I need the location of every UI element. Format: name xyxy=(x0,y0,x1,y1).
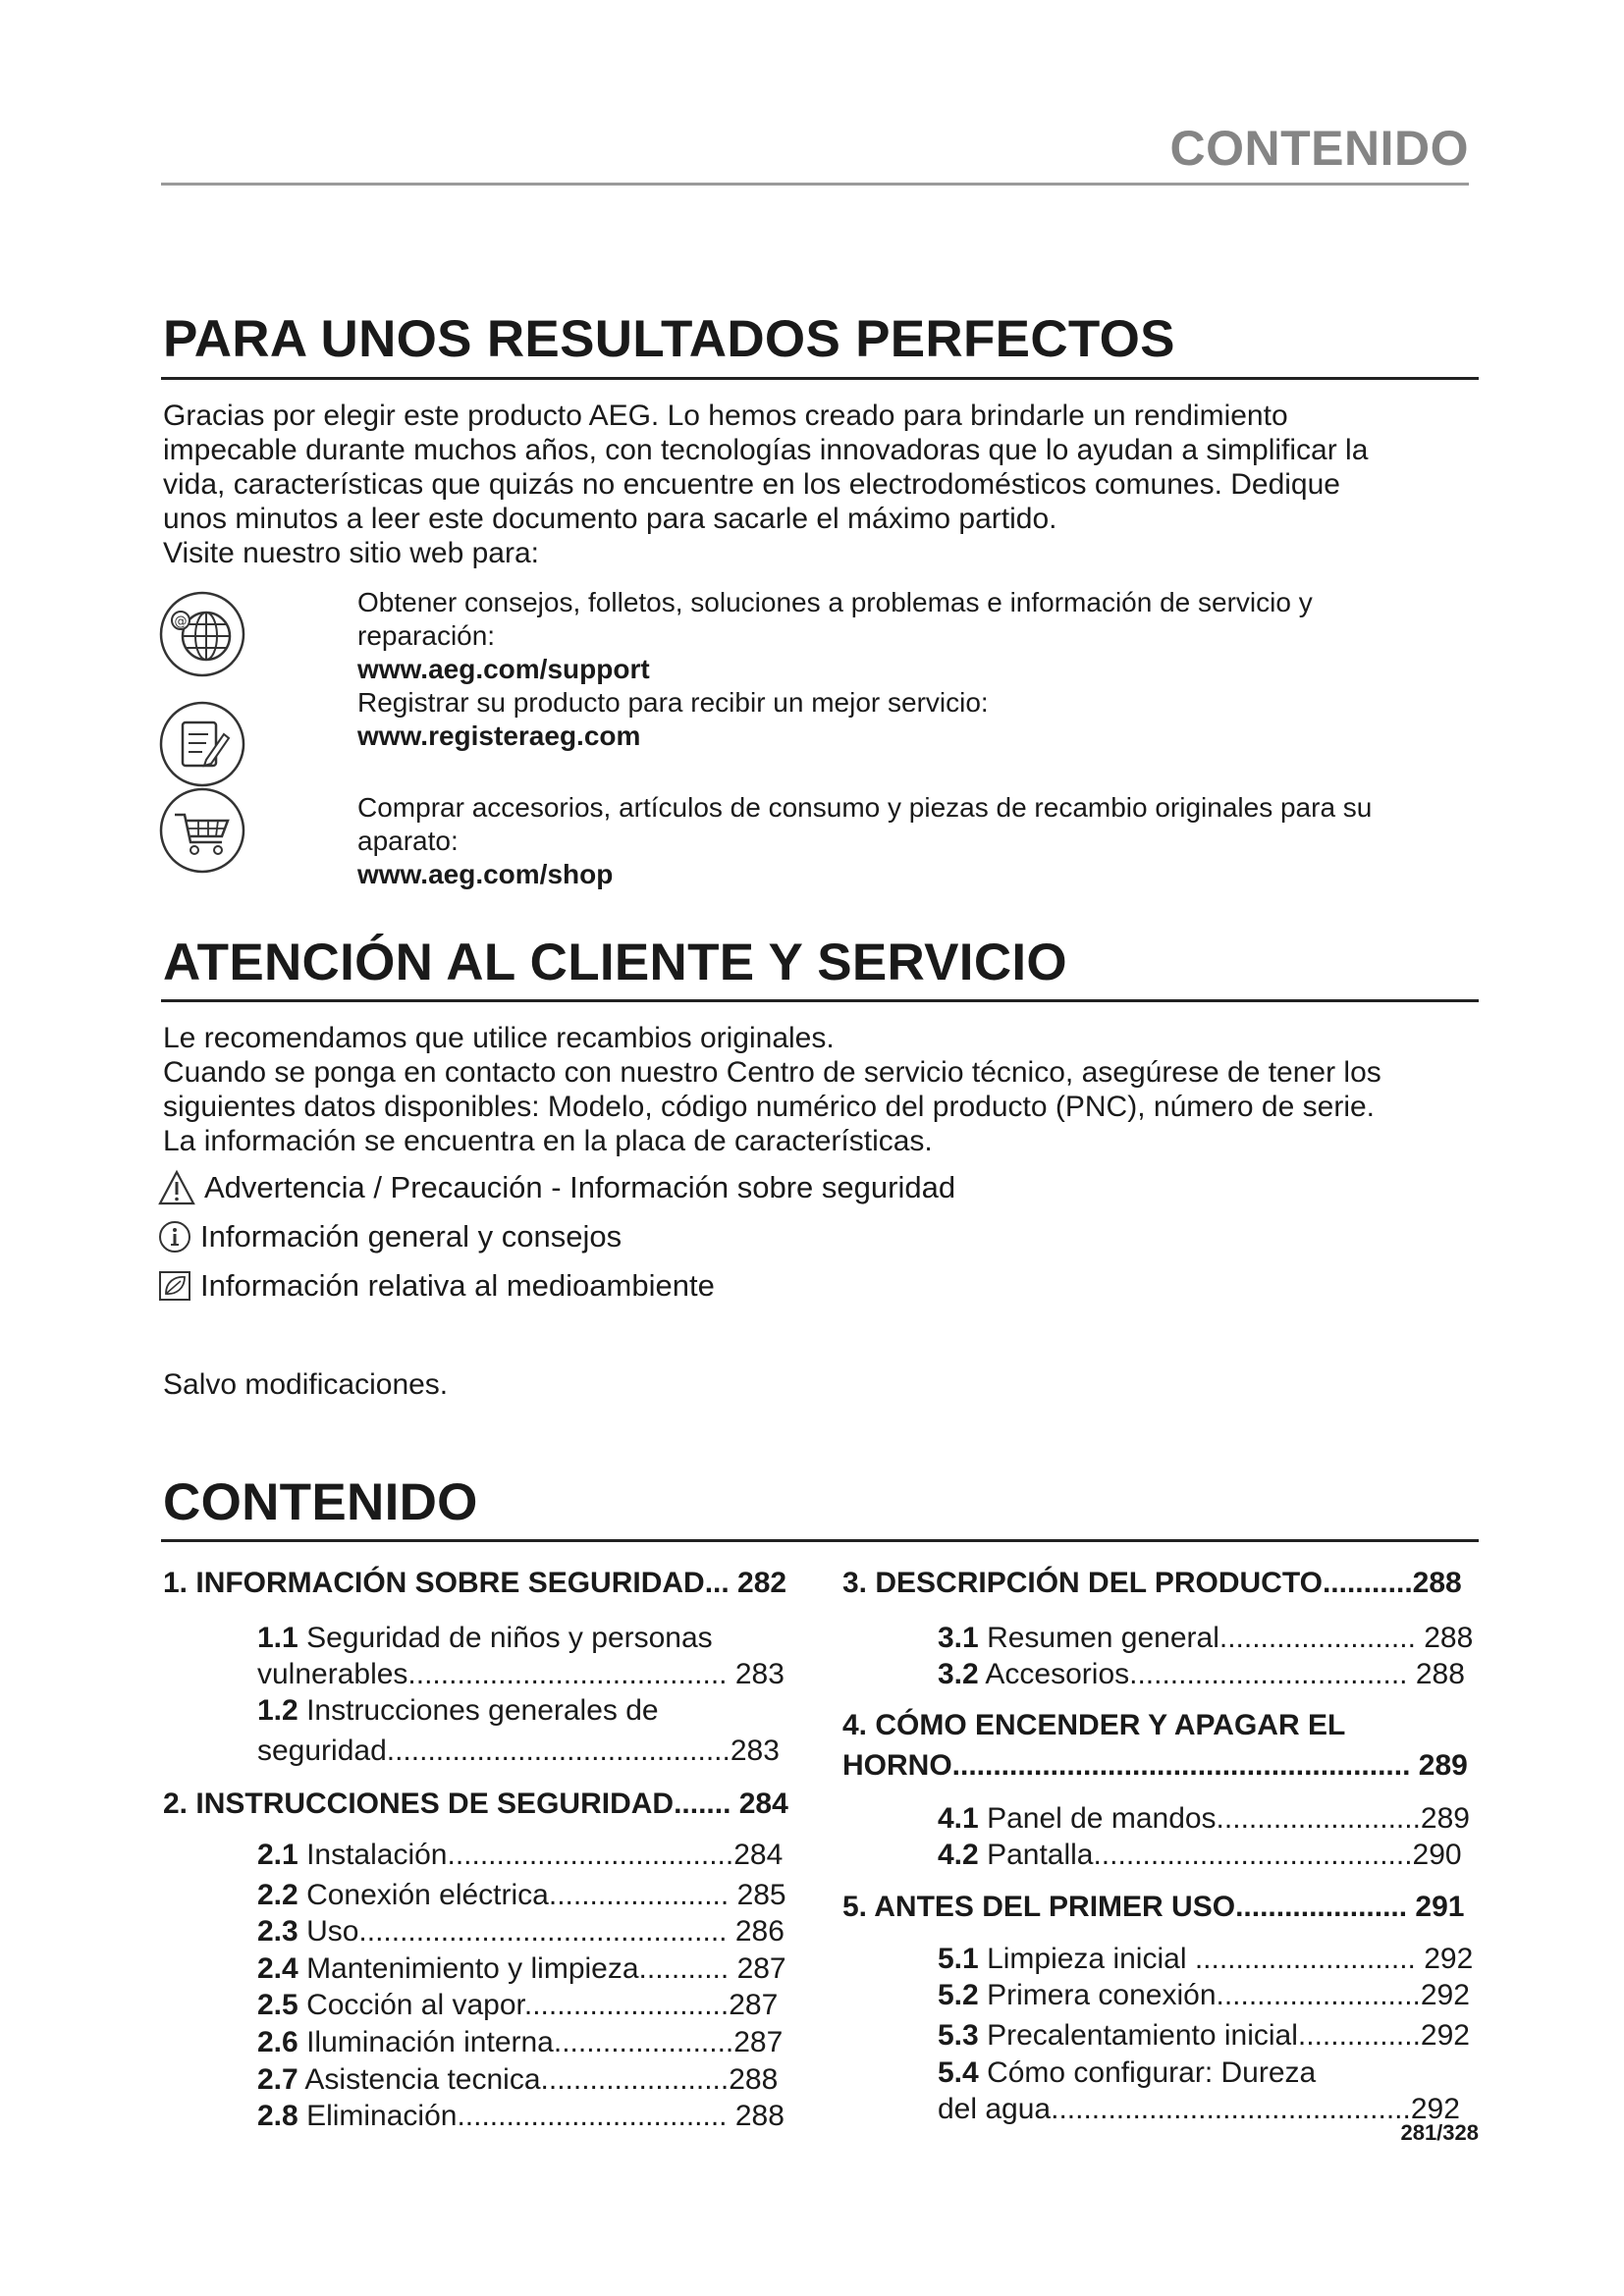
toc-entry-5[interactable]: 5. ANTES DEL PRIMER USO..................... 291 xyxy=(842,1891,1465,1923)
toc-num: 2.6 xyxy=(257,2026,298,2058)
toc-entry-4-1[interactable] xyxy=(938,1800,1470,1837)
toc-entry-1[interactable]: 1. INFORMACIÓN SOBRE SEGURIDAD... 282 xyxy=(163,1567,787,1599)
toc-entry-3[interactable]: 3. DESCRIPCIÓN DEL PRODUCTO...........288 xyxy=(842,1567,1462,1599)
changes-note: Salvo modificaciones. xyxy=(163,1368,449,1401)
toc-num: 4.2 xyxy=(938,1839,979,1871)
support-link-block xyxy=(357,586,1477,753)
warning-icon xyxy=(157,1169,196,1206)
intro-heading-rule xyxy=(161,377,1479,380)
shopping-cart-icon xyxy=(157,785,247,876)
toc-entry-1-1-cont[interactable]: vulnerables....................................... 283 xyxy=(257,1658,785,1690)
toc-num: 2.1 xyxy=(257,1839,298,1871)
toc-text: Eliminación................................. 288 xyxy=(306,2100,785,2132)
toc-entry-2-4[interactable] xyxy=(257,1950,786,1987)
toc-text: Panel de mandos.........................289 xyxy=(987,1802,1470,1835)
page-number: 281/328 xyxy=(1400,2120,1479,2145)
svg-text:@: @ xyxy=(174,614,188,629)
globe-icon xyxy=(157,589,247,679)
toc-text: Seguridad de niños y personas xyxy=(306,1622,713,1654)
toc-entry-2-7[interactable] xyxy=(257,2061,778,2098)
toc-entry-2-8[interactable] xyxy=(257,2098,785,2134)
legend-environment-text: Información relativa al medioambiente xyxy=(200,1268,715,1303)
toc-entry-5-2[interactable] xyxy=(938,1977,1470,2013)
shop-text: aparato: xyxy=(357,826,459,856)
intro-line: vida, características que quizás no encuentre en los electrodomésticos comunes. Dedique xyxy=(163,468,1340,501)
legend-info-text: Información general y consejos xyxy=(200,1219,623,1254)
environment-leaf-icon xyxy=(157,1268,192,1304)
toc-text: Conexión eléctrica...................... 285 xyxy=(306,1879,786,1911)
toc-text: Instalación...................................284 xyxy=(306,1839,784,1871)
toc-entry-2[interactable]: 2. INSTRUCCIONES DE SEGURIDAD....... 284 xyxy=(163,1788,788,1820)
intro-paragraph xyxy=(163,399,1479,570)
toc-entry-2-6[interactable] xyxy=(257,2024,783,2060)
toc-num: 5.2 xyxy=(938,1979,979,2011)
toc-num: 4.1 xyxy=(938,1802,979,1835)
toc-text: Instrucciones generales de xyxy=(306,1694,659,1727)
toc-num: 2.3 xyxy=(257,1915,298,1948)
legend-environment xyxy=(157,1266,715,1306)
toc-entry-5-4[interactable] xyxy=(938,2055,1316,2091)
toc-num: 3.2 xyxy=(938,1658,979,1690)
support-text: Obtener consejos, folletos, soluciones a problemas e información de servicio y xyxy=(357,587,1313,617)
toc-num: 1.2 xyxy=(257,1694,298,1727)
toc-entry-4[interactable]: 4. CÓMO ENCENDER Y APAGAR EL xyxy=(842,1709,1346,1741)
toc-heading-rule xyxy=(161,1539,1479,1542)
toc-entry-4-2[interactable] xyxy=(938,1837,1462,1873)
toc-entry-2-5[interactable] xyxy=(257,1987,778,2023)
toc-num: 2.8 xyxy=(257,2100,298,2132)
toc-text: Accesorios.................................. 288 xyxy=(985,1658,1465,1690)
intro-heading: PARA UNOS RESULTADOS PERFECTOS xyxy=(163,310,1175,368)
toc-text: Asistencia tecnica.......................288 xyxy=(304,2063,779,2096)
shop-text: Comprar accesorios, artículos de consumo y piezas de recambio originales para su xyxy=(357,792,1373,823)
toc-text: Iluminación interna......................287 xyxy=(306,2026,784,2058)
service-line: siguientes datos disponibles: Modelo, código numérico del producto (PNC), número de serie. xyxy=(163,1091,1375,1123)
toc-text: Uso............................................. 286 xyxy=(306,1915,785,1948)
legend-warning-text: Advertencia / Precaución - Información sobre seguridad xyxy=(204,1170,956,1204)
register-form-icon xyxy=(157,699,247,789)
toc-entry-2-3[interactable] xyxy=(257,1913,785,1949)
toc-text: Mantenimiento y limpieza........... 287 xyxy=(306,1952,786,1985)
service-line: Cuando se ponga en contacto con nuestro Centro de servicio técnico, asegúrese de tener los xyxy=(163,1056,1381,1089)
shop-url-link[interactable]: www.aeg.com/shop xyxy=(357,859,614,889)
toc-entry-1-1[interactable] xyxy=(257,1620,713,1656)
toc-num: 3.1 xyxy=(938,1622,979,1654)
toc-text: Precalentamiento inicial...............292 xyxy=(987,2019,1470,2052)
toc-entry-3-1[interactable] xyxy=(938,1620,1473,1656)
toc-text: Cómo configurar: Dureza xyxy=(987,2056,1317,2089)
toc-text: Pantalla.......................................290 xyxy=(987,1839,1462,1871)
toc-num: 1.1 xyxy=(257,1622,298,1654)
toc-text: Cocción al vapor.........................287 xyxy=(306,1989,779,2021)
toc-num: 2.7 xyxy=(257,2063,298,2096)
toc-heading: CONTENIDO xyxy=(163,1473,478,1531)
register-url-link[interactable]: www.registeraeg.com xyxy=(357,721,641,751)
visit-website-text: Visite nuestro sitio web para: xyxy=(163,537,539,569)
toc-entry-4-cont[interactable]: HORNO........................................................ 289 xyxy=(842,1749,1468,1782)
support-url-link[interactable]: www.aeg.com/support xyxy=(357,654,650,684)
toc-num: 5.4 xyxy=(938,2056,979,2089)
toc-entry-5-4-cont[interactable]: del agua............................................292 xyxy=(938,2093,1460,2125)
toc-num: 2.2 xyxy=(257,1879,298,1911)
service-line: Le recomendamos que utilice recambios originales. xyxy=(163,1022,835,1054)
toc-entry-2-2[interactable] xyxy=(257,1877,786,1913)
toc-entry-5-1[interactable] xyxy=(938,1941,1473,1977)
toc-text: Resumen general........................ 288 xyxy=(987,1622,1474,1654)
toc-entry-3-2[interactable] xyxy=(938,1656,1465,1692)
intro-line: unos minutos a leer este documento para sacarle el máximo partido. xyxy=(163,503,1057,535)
toc-text: Limpieza inicial ........................... 292 xyxy=(987,1943,1474,1975)
header-divider xyxy=(161,183,1469,186)
toc-num: 5.1 xyxy=(938,1943,979,1975)
service-heading-rule xyxy=(161,999,1479,1002)
running-header-title: CONTENIDO xyxy=(1169,121,1469,176)
intro-line: Gracias por elegir este producto AEG. Lo hemos creado para brindarle un rendimiento xyxy=(163,400,1288,432)
toc-entry-5-3[interactable] xyxy=(938,2017,1470,2054)
service-heading: ATENCIÓN AL CLIENTE Y SERVICIO xyxy=(163,934,1067,991)
toc-entry-2-1[interactable] xyxy=(257,1837,783,1873)
toc-entry-1-2[interactable] xyxy=(257,1692,659,1729)
service-line: La información se encuentra en la placa de características. xyxy=(163,1125,933,1157)
legend-info xyxy=(157,1217,622,1256)
toc-num: 5.3 xyxy=(938,2019,979,2052)
service-paragraph xyxy=(163,1021,1479,1158)
toc-entry-1-2-cont[interactable]: seguridad..........................................283 xyxy=(257,1735,780,1767)
toc-text: Primera conexión.........................292 xyxy=(987,1979,1470,2011)
toc-num: 2.4 xyxy=(257,1952,298,1985)
legend-warning xyxy=(157,1168,955,1207)
toc-num: 2.5 xyxy=(257,1989,298,2021)
register-text: Registrar su producto para recibir un mejor servicio: xyxy=(357,687,989,718)
intro-line: impecable durante muchos años, con tecnologías innovadoras que lo ayudan a simplificar la xyxy=(163,434,1369,466)
info-icon xyxy=(157,1219,192,1255)
support-text: reparación: xyxy=(357,620,496,651)
shop-link-block xyxy=(357,791,1477,891)
